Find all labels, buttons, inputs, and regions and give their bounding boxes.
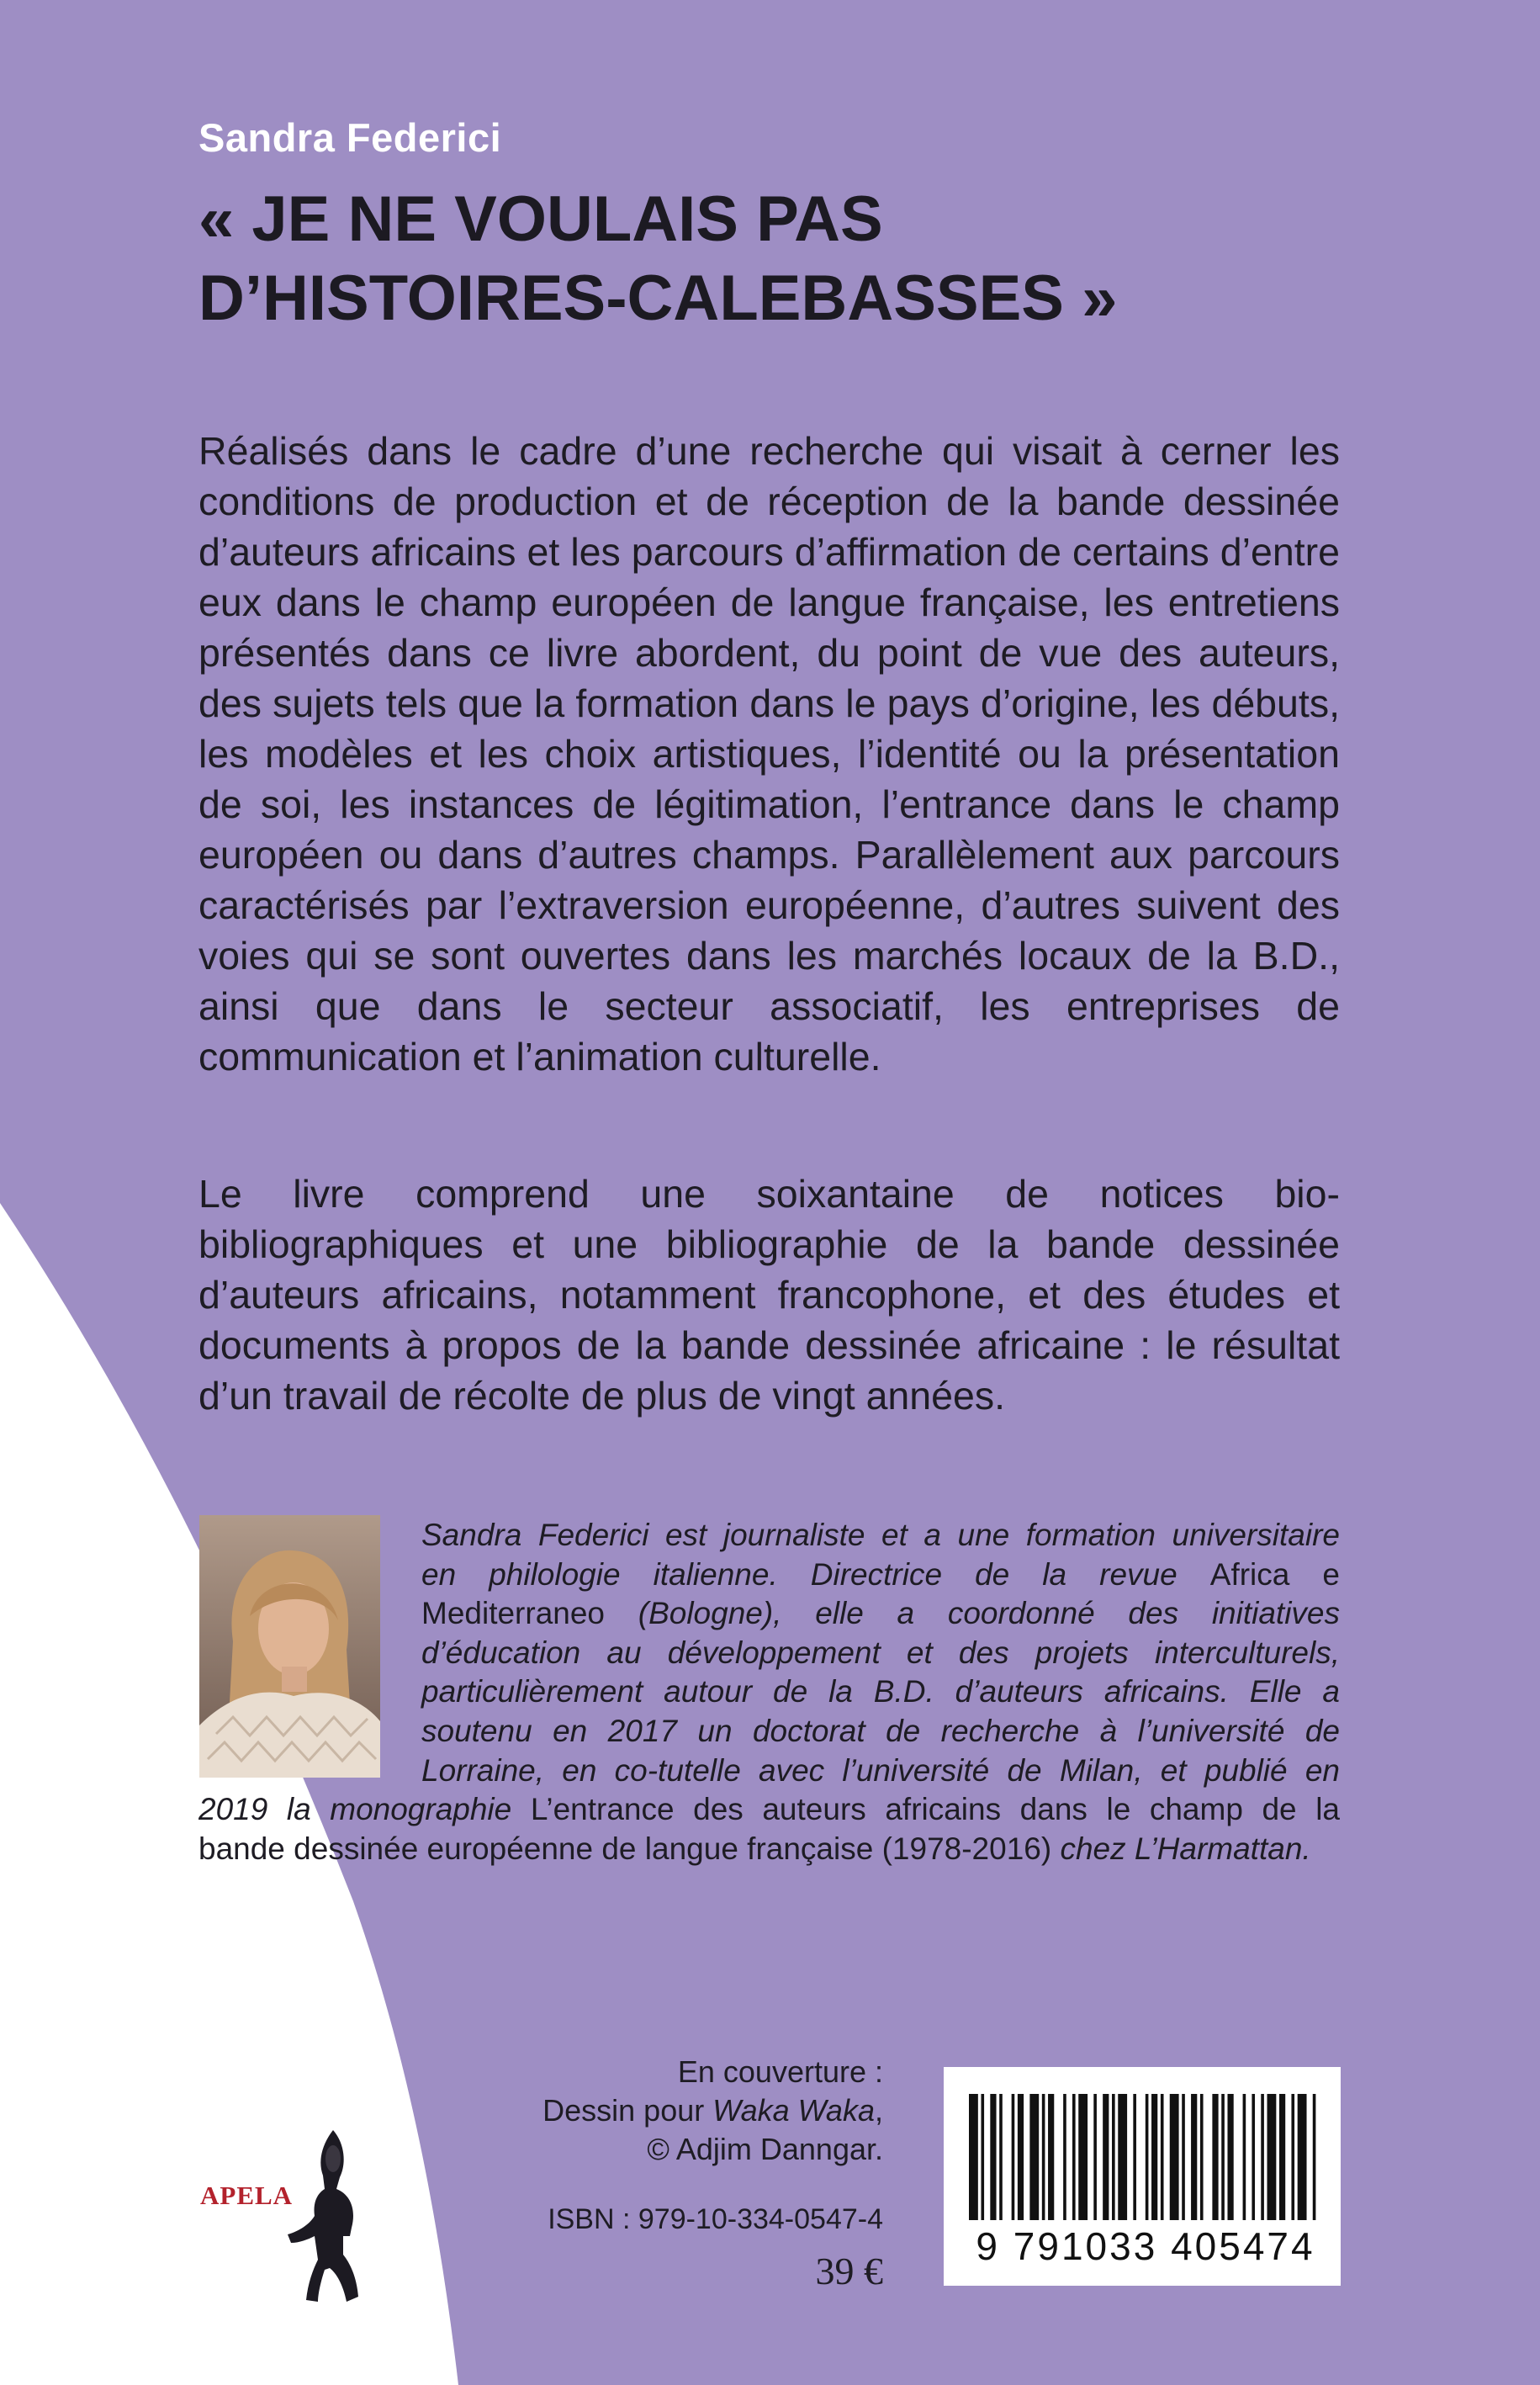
statuette-icon (284, 2128, 377, 2305)
barcode-bar (1298, 2094, 1307, 2220)
barcode-bar (1191, 2094, 1197, 2220)
barcode-bar (1146, 2094, 1149, 2220)
book-title-line-1: « JE NE VOULAIS PAS (198, 183, 883, 255)
bio-line-4: d’éducation au développement et des projets interculturels, (421, 1635, 1340, 1670)
barcode-bar (1012, 2094, 1015, 2220)
cover-credit (471, 2053, 883, 2169)
barcode-bar (1103, 2094, 1109, 2220)
cover-credit-drawing: Dessin pour Waka Waka, (542, 2093, 883, 2128)
bio-line-7: Lorraine, en co-tutelle avec l’université de Milan, et publié en (421, 1752, 1340, 1788)
bio-line-6: soutenu en 2017 un doctorat de recherche à l’université de (421, 1713, 1340, 1748)
barcode-bar (1267, 2094, 1277, 2220)
bio-line-5: particulièrement autour de la B.D. d’auteurs africains. Elle a (421, 1674, 1340, 1709)
summary-paragraph-2: Le livre comprend une soixantaine de notices bio-bibliographiques et une bibliographie de la bande dessinée d’auteurs africains, notamment francophone, et des études et documents à propos de la bande dessinée africaine : le résultat d’un travail de récolte de plus de vingt années. (198, 1172, 1340, 1418)
barcode-bar (1252, 2094, 1255, 2220)
book-title (198, 180, 1376, 338)
barcode-digits: 9 791033 405474 (976, 2224, 1315, 2268)
cover-credit-artist: © Adjim Danngar. (647, 2132, 883, 2166)
barcode-bars (969, 2094, 1319, 2220)
summary-paragraph-1: Réalisés dans le cadre d’une recherche qui visait à cerner les conditions de production et de réception de la bande dessinée d’auteurs africains et les parcours d’affirmation de certains d’entre eux dans le champ européen de langue française, les entretiens présentés dans ce livre abordent, du point de vue des auteurs, des sujets tels que la formation dans le pays d’origine, les débuts, les modèles et les choix artistiques, l’identité ou la présentation de soi, les instances de légitimation, l’entrance dans le champ européen ou dans d’autres champs. Parallèlement aux parcours caractérisés par l’extraversion européenne, d’autres suivent des voies qui se sont ouvertes dans les marchés locaux de la B.D., ainsi que dans le secteur associatif, les entreprises de communication et l’animation culturelle. (198, 429, 1340, 1079)
barcode-bar (1018, 2094, 1024, 2220)
bio-book-title: L’entrance des auteurs africains dans le champ de la (530, 1792, 1340, 1827)
barcode-bar (981, 2094, 984, 2220)
barcode-bar (1063, 2094, 1066, 2220)
barcode-bar (1078, 2094, 1088, 2220)
publisher-logo (200, 2128, 385, 2305)
barcode-bar (1151, 2094, 1157, 2220)
barcode-bar (1182, 2094, 1185, 2220)
barcode-bar (969, 2094, 978, 2220)
author-name: Sandra Federici (198, 115, 502, 160)
barcode-bar (1112, 2094, 1115, 2220)
barcode-bar (1221, 2094, 1225, 2220)
barcode-bar (1170, 2094, 1179, 2220)
bio-line-9: bande dessinée européenne de langue française (1978-2016) chez L’Harmattan. (198, 1831, 1311, 1866)
barcode-bar (1261, 2094, 1264, 2220)
barcode-bar (1093, 2094, 1097, 2220)
publisher-logo-text: APELA (200, 2181, 294, 2210)
isbn: ISBN : 979-10-334-0547-4 (548, 2203, 883, 2235)
barcode-bar (1200, 2094, 1204, 2220)
barcode-bar (1313, 2094, 1316, 2220)
author-bio (198, 1516, 1340, 1868)
cover-credit-label: En couverture : (677, 2054, 883, 2089)
barcode-bar (1161, 2094, 1164, 2220)
barcode-bar (1279, 2094, 1285, 2220)
barcode-bar (1048, 2094, 1054, 2220)
barcode-bar (1029, 2094, 1039, 2220)
barcode-bar (1227, 2094, 1233, 2220)
barcode-bar (1133, 2094, 1136, 2220)
bio-line-8: 2019 la monographie L’entrance des auteurs africains dans le champ de la (198, 1792, 1340, 1827)
bio-line-1: Sandra Federici est journaliste et a une formation universitaire (421, 1518, 1340, 1552)
barcode-bar (1042, 2094, 1045, 2220)
barcode-bar (1118, 2094, 1127, 2220)
bio-author-name: Sandra Federici (421, 1518, 649, 1552)
bio-line-2: en philologie italienne. Directrice de la revue Africa e (421, 1556, 1340, 1592)
bio-line-3: Mediterraneo (Bologne), elle a coordonné des initiatives (421, 1596, 1340, 1631)
barcode-bar (1291, 2094, 1294, 2220)
barcode-bar (990, 2094, 996, 2220)
bio-journal-title: Africa e (1209, 1556, 1340, 1592)
barcode (944, 2067, 1341, 2286)
barcode-bar (1243, 2094, 1246, 2220)
barcode-bar (1072, 2094, 1076, 2220)
price: 39 € (815, 2250, 883, 2292)
barcode-bar (999, 2094, 1003, 2220)
barcode-bar (1212, 2094, 1218, 2220)
book-title-line-2: D’HISTOIRES-CALEBASSES » (198, 262, 1118, 334)
